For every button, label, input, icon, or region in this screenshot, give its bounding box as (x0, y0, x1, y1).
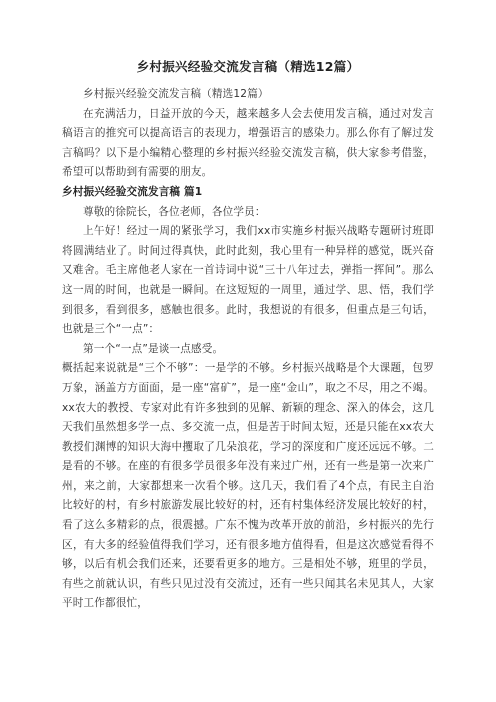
paragraph: 在充满活力，日益开放的今天，越来越多人会去使用发言稿，通过对发言稿语言的推究可以提高语言的表现力，增强语言的感染力。那么你有了解过发言稿吗？以下是小编精心整理的乡村振兴经验交流发言稿，供大家参考借鉴，希望可以帮助到有需要的朋友。 (62, 107, 434, 179)
document-title: 乡村振兴经验交流发言稿（精选12篇） (136, 59, 360, 74)
document-page (62, 58, 434, 614)
section-heading: 乡村振兴经验交流发言稿 篇1 (62, 185, 203, 198)
paragraph: 概括起来说就是“三个不够”：一是学的不够。乡村振兴战略是个大课题，包罗万象，涵盖方方面面，是一座“富矿”，是一座“金山”，取之不尽，用之不竭。xx农大的教授、专家对此有许多独到的见解、新颖的理念、深入的体会，这几天我们虽然想多学一点、多交流一点，但是苦于时间太短，还是只能在xx农大教授们渊博的知识大海中攫取了几朵浪花，学习的深度和广度还远远不够。二是看的不够。在座的有很多学员很多年没有来过广州，还有一些是第一次来广州，来之前，大家都想来一次看个够。这几天，我们看了4个点，有民主自治比较好的村，有乡村旅游发展比较好的村，还有村集体经济发展比较好的村，看了这么多精彩的点，很震撼。广东不愧为改革开放的前沿，乡村振兴的先行区，有大多的经验值得我们学习，还有很多地方值得看，但是这次感觉看得不够，以后有机会我们还来，还要看更多的地方。三是相处不够，班里的学员，有些之前就认识，有些只见过没有交流过，还有一些只闻其名未见其人，大家平时工作都很忙， (62, 362, 434, 610)
document-body (62, 85, 434, 614)
paragraph: 第一个“一点”是谈一点感受。 (83, 342, 224, 355)
paragraph: 尊敬的徐院长，各位老师，各位学员： (83, 205, 266, 218)
paragraph: 上午好！经过一周的紧张学习，我们xx市实施乡村振兴战略专题研讨班即将圆满结业了。时间过得真快，此时此刻，我心里有一种异样的感觉，既兴奋又难舍。毛主席他老人家在一首诗词中说“三十八年过去，弹指一挥间”。那么这一周的时间，也就是一瞬间。在这短短的一周里，通过学、思、悟，我们学到很多，看到很多，感触也很多。此时，我想说的有很多，但重点是三句话，也就是三个“一点”： (62, 225, 434, 336)
paragraph: 乡村振兴经验交流发言稿（精选12篇） (83, 88, 269, 100)
